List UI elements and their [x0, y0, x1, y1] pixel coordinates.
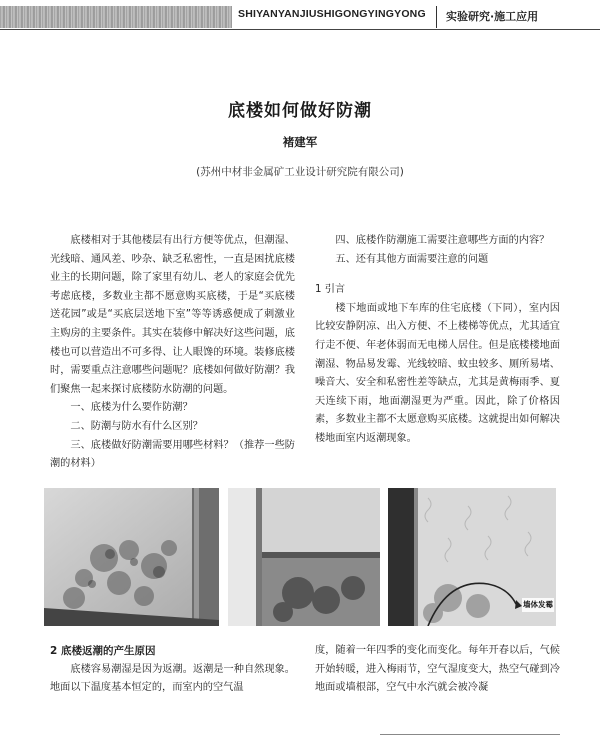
- question-1: 一、底楼为什么要作防潮？: [70, 402, 193, 414]
- photo-mold-corner: [228, 488, 380, 626]
- section-1-heading: 1 引言: [315, 284, 346, 296]
- section-2-paragraph: 底楼容易潮湿是因为返潮。返潮是一种自然现象。地面以下温度基本恒定的，而室内的空气温: [50, 663, 295, 694]
- article-title: 底楼如何做好防潮: [228, 101, 372, 121]
- right-column: [315, 232, 560, 449]
- section-2-heading: 2 底楼返潮的产生原因: [50, 645, 156, 657]
- left-column: [50, 232, 295, 474]
- bottom-right-column: [315, 642, 560, 698]
- article-author: 褚建军: [282, 135, 318, 149]
- question-2: 二、防潮与防水有什么区别？: [70, 420, 203, 432]
- footer-rule: [380, 734, 560, 735]
- photo-mold-wall: [44, 488, 219, 626]
- question-4: 四、底楼作防潮施工需要注意哪些方面的内容？: [335, 235, 550, 246]
- section-1-paragraph: 楼下地面或地下车库的住宅底楼（下同），室内因比较安静阴凉、出入方便、不上楼梯等优点，尤其适宜行走不便、年老体弱而无电梯人居住。但是底楼楼地面潮湿、物品易发霉、光线较暗、蚊虫较多、厕所易堵、噪音大、安全和私密性差等缺点，尤其是黄梅雨季、夏天连续下雨，地面潮湿更为严重。因此，除了价格因素，多数业主都不太愿意购买底楼。这就提出如何解决楼地面室内返潮现象。: [315, 302, 560, 444]
- section-2-continuation: 度，随着一年四季的变化而变化。每年开春以后，气候开始转暖，进入梅雨节，空气湿度变大，热空气碰到冷地面或墙根部，空气中水汽就会被冷凝: [315, 645, 560, 694]
- intro-paragraph: 底楼相对于其他楼层有出行方便等优点，但潮湿、光线暗、通风差、吵杂、缺乏私密性，一直是困扰底楼业主的长期问题，除了家里有幼儿、老人的家庭会优先考虑底楼，多数业主都不愿意购买底楼，于是“买底楼送花园”或是“买底层送地下室”等等诱惑便成了刺激业主购房的主要条件。其实在装修中解决好这些问题，底楼也可以营造出不可多得、让人眼馋的环境。装修底楼时，需要重点注意哪些问题呢？底楼如何做好防潮？我们聚焦一起来探讨底楼防水防潮的问题。: [50, 235, 295, 395]
- header-rule: [0, 29, 600, 30]
- header-pattern-band: [0, 6, 232, 28]
- question-3: 三、底楼做好防潮需要用哪些材料？（推荐一些防潮的材料）: [50, 439, 295, 470]
- photo-wall-mildew: [388, 488, 556, 626]
- figure-annotation-label: 墙体发霉: [523, 600, 553, 609]
- column-name: 实验研究·施工应用: [446, 10, 539, 23]
- header-divider: [436, 6, 437, 28]
- bottom-left-column: [50, 642, 295, 698]
- article-affiliation: (苏州中材非金属矿工业设计研究院有限公司): [196, 166, 404, 178]
- question-5: 五、还有其他方面需要注意的问题: [335, 253, 489, 265]
- journal-name: SHIYANYANJIUSHIGONGYINGYONG: [238, 8, 426, 20]
